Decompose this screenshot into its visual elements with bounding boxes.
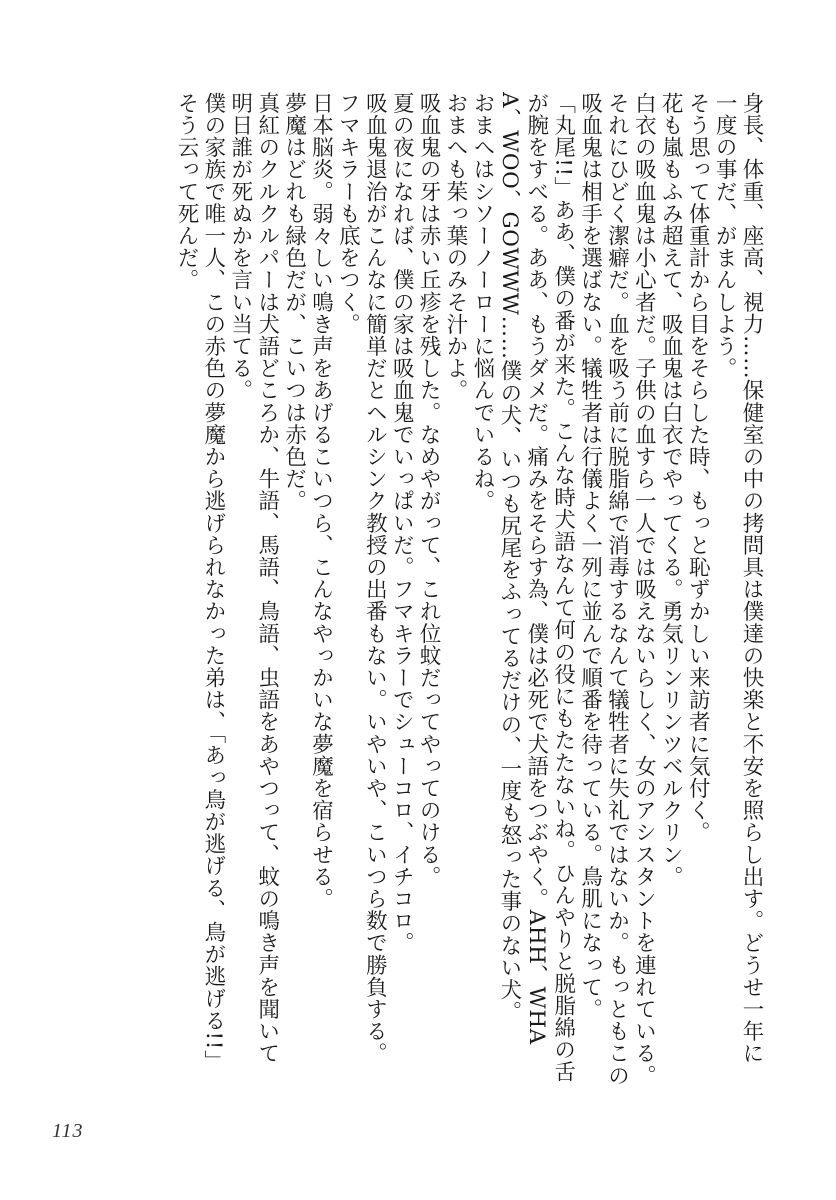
text-line: フマキラーも底をつく。: [335, 92, 361, 336]
text-line: 僕の家族で唯一人、この赤色の夢魔から逃げられなかった弟は、「あっ鳥が逃げる、鳥が逃げる!!」: [200, 92, 226, 1073]
text-line: おまへも茱っ葉のみそ汁かよ。: [443, 92, 469, 402]
text-line: 明日誰が死ぬかを言い当てる。: [227, 92, 253, 402]
text-line: 夢魔はどれも緑色だが、こいつは赤色だ。: [281, 92, 307, 512]
text-line: 身長、体重、座高、視力……保健室の中の拷問具は僕達の快楽と不安を照らし出す。どうせ一年に: [739, 92, 764, 1065]
page-number: 113: [52, 1120, 84, 1142]
text-line: 日本脳炎。弱々しい鳴き声をあげるこいつら、こんなやっかいな夢魔を宿らせる。: [308, 92, 334, 910]
text-line: 吸血鬼の牙は赤い丘疹を残した。なめやがって、これ位蚊だってやってのける。: [416, 92, 442, 888]
text-line: 一度の事だ、がまんしよう。: [712, 92, 738, 380]
text-line: そう思って体重計から目をそらした時、もっと恥ずかしい来訪者に気付く。: [685, 92, 711, 844]
text-line: 吸血鬼は相手を選ばない。犠牲者は行儀よく一列に並んで順番を待っている。鳥肌になって。: [577, 92, 603, 1021]
text-line: A、WOO、GOWWW……僕の犬、いつも尻尾をふってるだけの、一度も怒った事のない犬。: [496, 92, 522, 1023]
text-line: 白衣の吸血鬼は小心者だ。子供の血すら一人では吸えないらしく、女のアシスタントを連れている。: [631, 92, 657, 1087]
text-line: 「丸尾!!」ああ、僕の番が来た。こんな時犬語なんて何の役にもたたないね。ひんやりと脱脂綿の舌: [550, 92, 576, 1083]
text-line: 夏の夜になれば、僕の家は吸血鬼でいっぱいだ。フマキラーでシューコロ、イチコロ。: [389, 92, 415, 954]
vertical-body-text: [64, 92, 764, 1092]
text-line: が腕をすべる。ああ、もうダメだ。痛みをそらす為、僕は必死で犬語をつぶやく。AHH、WHA: [523, 92, 549, 1045]
text-line: 吸血鬼退治がこんなに簡単だとヘルシンク教授の出番もない。いやいや、こいつら数で勝負する。: [362, 92, 388, 1065]
text-line: 花も嵐もふみ超えて、吸血鬼は白衣でやってくる。勇気リンリンツベルクリン。: [658, 92, 684, 888]
text-line: 真紅のクルクルパーは犬語どころか、牛語、馬語、鳥語、虫語をあやつって、蚊の鳴き声を聞いて: [254, 92, 280, 1065]
text-line: おまへはシソーノーローに悩んでいるね。: [469, 92, 495, 512]
text-line: そう云って死んだ。: [173, 92, 199, 291]
text-line: それにひどく潔癖だ。血を吸う前に脱脂綿で消毒するなんて犠牲者に失礼ではないか。もっともこの: [604, 92, 630, 1087]
